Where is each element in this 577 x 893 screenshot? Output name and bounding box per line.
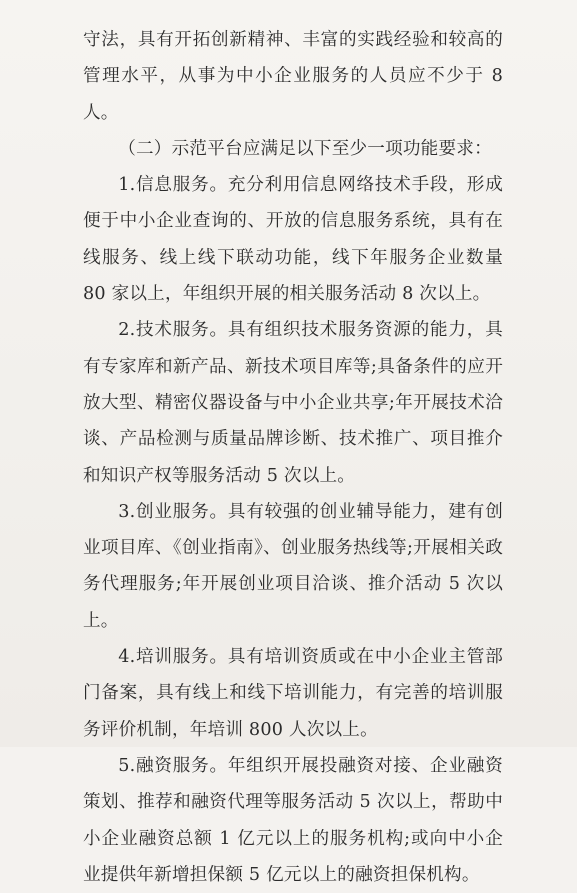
- paragraph-information-service: 1.信息服务。充分利用信息网络技术手段，形成便于中小企业查询的、开放的信息服务系统，具有在线服务、线上线下联动功能，线下年服务企业数量 80 家以上，年组织开展的相关服务活动 8 次以上。: [83, 175, 503, 305]
- paragraph-training-service: 4.培训服务。具有培训资质或在中小企业主管部门备案，具有线上和线下培训能力，有完善的培训服务评价机制，年培训 800 人次以上。: [83, 647, 503, 740]
- paragraph-entrepreneurship-service: 3.创业服务。具有较强的创业辅导能力，建有创业项目库、《创业指南》、创业服务热线等;开展相关政务代理服务;年开展创业项目洽谈、推介活动 5 次以上。: [83, 501, 503, 631]
- paragraph-financing-service: 5.融资服务。年组织开展投融资对接、企业融资策划、推荐和融资代理等服务活动 5 次以上，帮助中小企业融资总额 1 亿元以上的服务机构;或向中小企业提供年新增担保额 5 亿元以上的融资担保机构。: [83, 755, 503, 885]
- paragraph-personnel-requirement: 守法，具有开拓创新精神、丰富的实践经验和较高的管理水平，从事为中小企业服务的人员应不少于 8 人。: [83, 30, 503, 123]
- paragraph-section-two-heading: （二）示范平台应满足以下至少一项功能要求：: [118, 138, 492, 159]
- document-body: [83, 22, 503, 893]
- paragraph-technical-service: 2.技术服务。具有组织技术服务资源的能力，具有专家库和新产品、新技术项目库等;具备条件的应开放大型、精密仪器设备与中小企业共享;年开展技术洽谈、产品检测与质量品牌诊断、技术推广、项目推介和知识产权等服务活动 5 次以上。: [83, 320, 503, 486]
